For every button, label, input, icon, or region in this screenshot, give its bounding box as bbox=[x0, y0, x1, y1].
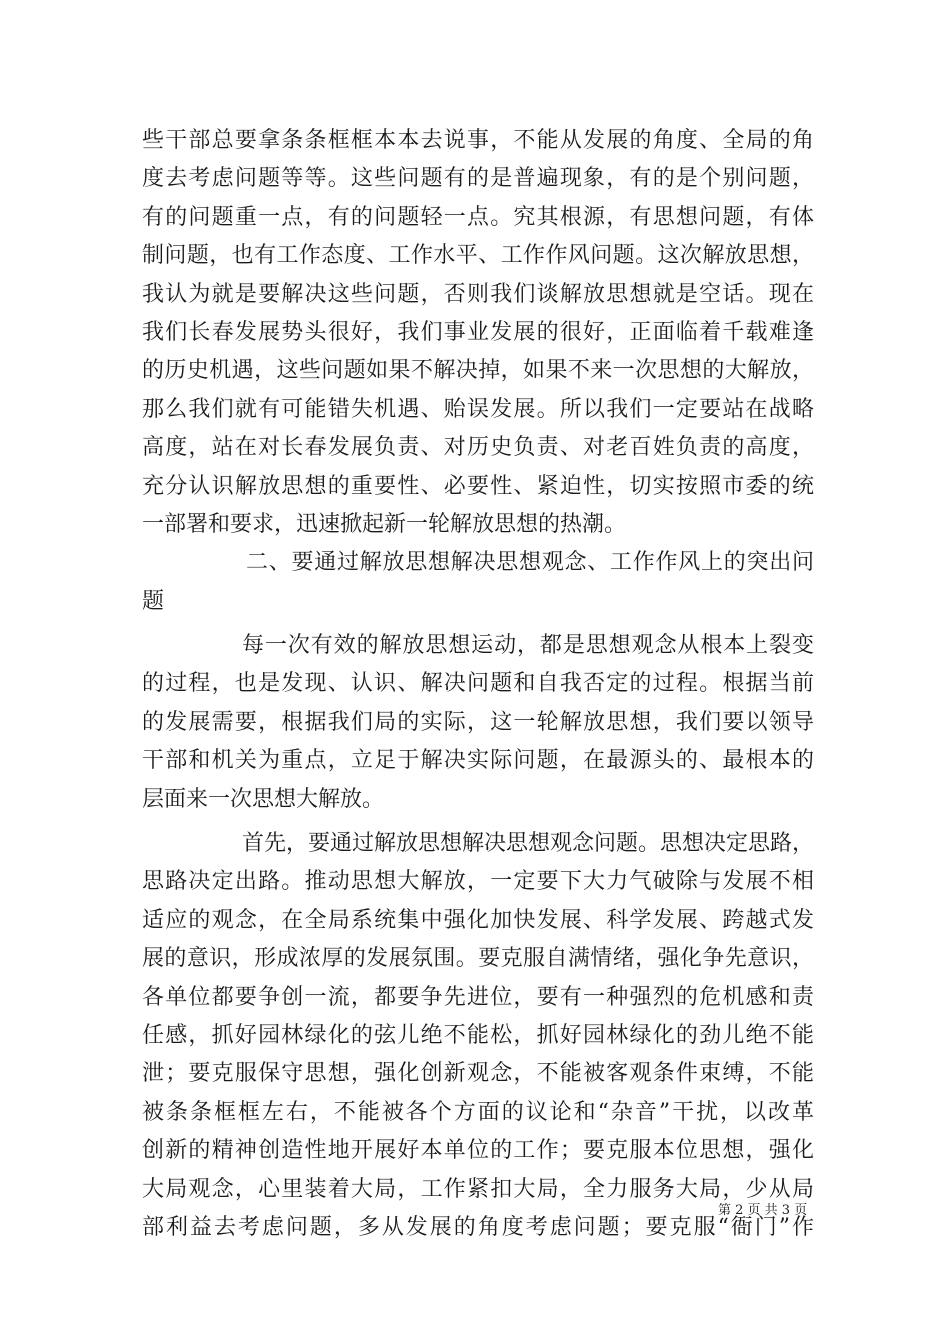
document-body bbox=[142, 122, 814, 1247]
text-line: 任感，抓好园林绿化的弦儿绝不能松，抓好园林绿化的劲儿绝不能 bbox=[142, 1022, 814, 1048]
paragraph-issues-summary bbox=[142, 122, 814, 544]
text-line: 泄；要克服保守思想，强化创新观念，不能被客观条件束缚，不能 bbox=[142, 1061, 814, 1087]
text-line: 干部和机关为重点，立足于解决实际问题，在最源头的、最根本的 bbox=[142, 748, 814, 774]
text-line: 高度，站在对长春发展负责、对历史负责、对老百姓负责的高度， bbox=[142, 435, 814, 461]
text-line: 创新的精神创造性地开展好本单位的工作；要克服本位思想，强化 bbox=[142, 1138, 814, 1164]
text-line: 我认为就是要解决这些问题，否则我们谈解放思想就是空话。现在 bbox=[142, 281, 814, 307]
text-line: 大局观念，心里装着大局，工作紧扣大局，全力服务大局，少从局 bbox=[142, 1176, 814, 1202]
text-line: 被条条框框左右，不能被各个方面的议论和“杂音”干扰，以改革 bbox=[142, 1099, 814, 1125]
text-line: 一部署和要求，迅速掀起新一轮解放思想的热潮。 bbox=[142, 511, 627, 537]
text-line: 展的意识，形成浓厚的发展氛围。要克服自满情绪，强化争先意识， bbox=[142, 946, 814, 972]
text-line: 部利益去考虑问题，多从发展的角度考虑问题；要克服“衙门”作 bbox=[142, 1214, 814, 1240]
text-line: 的过程，也是发现、认识、解决问题和自我否定的过程。根据当前 bbox=[142, 671, 814, 697]
text-line: 制问题，也有工作态度、工作水平、工作作风问题。这次解放思想， bbox=[142, 243, 814, 269]
heading-line: 题 bbox=[142, 588, 165, 614]
text-line: 的发展需要，根据我们局的实际，这一轮解放思想，我们要以领导 bbox=[142, 709, 814, 735]
heading-line: 二、要通过解放思想解决思想观念、工作作风上的突出问 bbox=[246, 550, 814, 576]
text-line: 的历史机遇，这些问题如果不解决掉，如果不来一次思想的大解放， bbox=[142, 358, 814, 384]
text-line: 首先，要通过解放思想解决思想观念问题。思想决定思路， bbox=[242, 831, 815, 857]
paragraph-liberation-process bbox=[142, 627, 814, 819]
text-line: 充分认识解放思想的重要性、必要性、紧迫性，切实按照市委的统 bbox=[142, 473, 814, 499]
text-line: 有的问题重一点，有的问题轻一点。究其根源，有思想问题，有体 bbox=[142, 204, 814, 230]
text-line: 那么我们就有可能错失机遇、贻误发展。所以我们一定要站在战略 bbox=[142, 396, 814, 422]
page-number-footer: 第 2 页 共 3 页 bbox=[718, 1203, 808, 1218]
text-line: 层面来一次思想大解放。 bbox=[142, 786, 385, 812]
text-line: 些干部总要拿条条框框本本去说事，不能从发展的角度、全局的角 bbox=[142, 128, 814, 153]
text-line: 适应的观念，在全局系统集中强化加快发展、科学发展、跨越式发 bbox=[142, 907, 814, 933]
text-line: 我们长春发展势头很好，我们事业发展的很好，正面临着千载难逢 bbox=[142, 319, 814, 345]
paragraph-thinking-concepts bbox=[142, 825, 814, 1247]
text-line: 思路决定出路。推动思想大解放，一定要下大力气破除与发展不相 bbox=[142, 869, 814, 895]
section-heading-2 bbox=[142, 544, 814, 621]
text-line: 度去考虑问题等等。这些问题有的是普遍现象，有的是个别问题， bbox=[142, 166, 814, 192]
text-line: 每一次有效的解放思想运动，都是思想观念从根本上裂变 bbox=[242, 633, 814, 659]
text-line: 各单位都要争创一流，都要争先进位，要有一种强烈的危机感和责 bbox=[142, 984, 814, 1010]
